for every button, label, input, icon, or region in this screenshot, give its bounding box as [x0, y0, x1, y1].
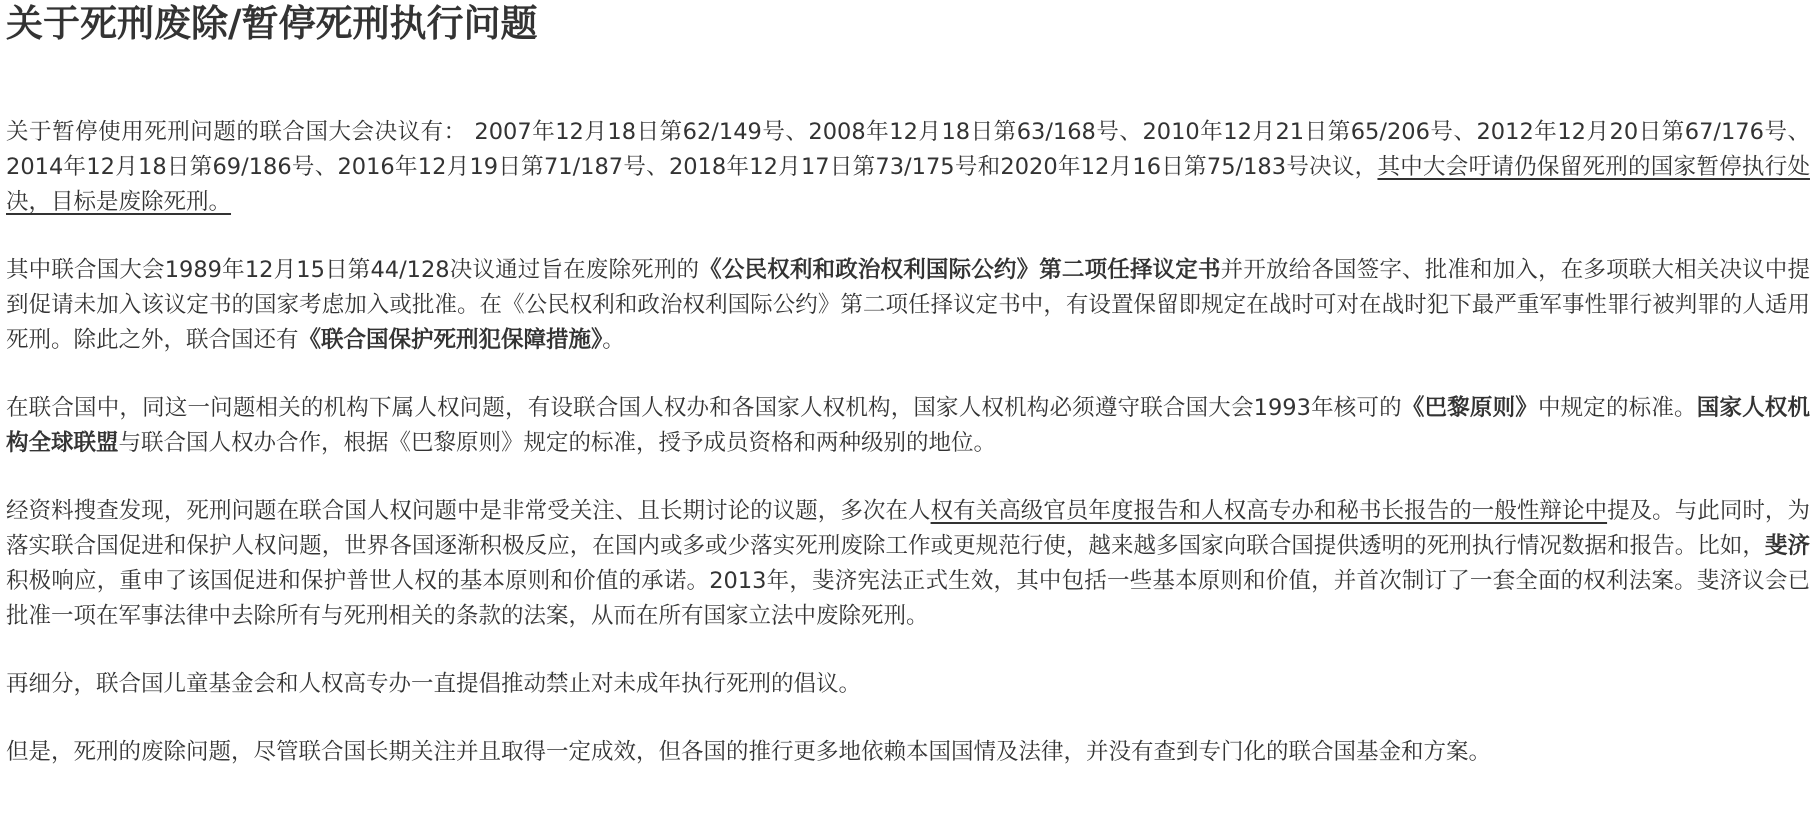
paragraph-text: 但是，死刑的废除问题，尽管联合国长期关注并且取得一定成效，但各国的推行更多地依赖本国国情及法律，并没有查到专门化的联合国基金和方案。 [6, 739, 1492, 765]
underlined-text: 其中大会吁请仍保留死刑的国家暂停执行处决，目标是废除死刑。 [6, 154, 1810, 215]
bold-text-paris-principles: 《巴黎原则》 [1401, 395, 1538, 421]
bold-text-fiji: 斐济 [1764, 533, 1810, 559]
paragraph-optional-protocol [6, 253, 1810, 358]
paragraph-text: 。 [602, 327, 625, 353]
paragraph-paris-principles [6, 391, 1810, 461]
paragraph-text: 关于暂停使用死刑问题的联合国大会决议有： 2007年12月18日第62/149号、2008年12月18日第63/168号、2010年12月21日第65/206号、2012年12月20日第67/176号、2014年12月18日第69/186号、2016年12月19日第71/187号、2018年12月17日第73/175号和2020年12月16日第75/183号决议， [6, 119, 1810, 180]
paragraph-conclusion [6, 735, 1810, 770]
paragraph-text: 在联合国中，同这一问题相关的机构下属人权问题，有设联合国人权办和各国家人权机构，国家人权机构必须遵守联合国大会1993年核可的 [6, 395, 1402, 421]
paragraph-text: 提及。与此同时，为落实联合国促进和保护人权问题，世界各国逐渐积极反应，在国内或多或少落实死刑废除工作或更规范行使，越来越多国家向联合国提供透明的死刑执行情况数据和报告。比如， [6, 498, 1810, 559]
bold-text-second-optional-protocol: 《公民权利和政治权利国际公约》第二项任择议定书 [699, 257, 1221, 283]
paragraph-unicef [6, 667, 1810, 702]
underlined-text: 权有关高级官员年度报告和人权高专办和秘书长报告的一般性辩论中 [930, 498, 1608, 524]
paragraph-text: 与联合国人权办合作，根据《巴黎原则》规定的标准，授予成员资格和两种级别的地位。 [118, 430, 997, 456]
bold-text-ganhri: 国家人权机构全球联盟 [6, 395, 1810, 456]
page-title: 关于死刑废除/暂停死刑执行问题 [6, 2, 538, 45]
paragraph-text: 积极响应，重申了该国促进和保护普世人权的基本原则和价值的承诺。2013年，斐济宪法正式生效，其中包括一些基本原则和价值，并首次制订了一套全面的权利法案。斐济议会已批准一项在军事法律中去除所有与死刑相关的条款的法案，从而在所有国家立法中废除死刑。 [6, 568, 1810, 629]
bold-text-safeguards: 《联合国保护死刑犯保障措施》 [298, 327, 603, 353]
paragraph-text: 并开放给各国签字、批准和加入，在多项联大相关决议中提到促请未加入该议定书的国家考虑加入或批准。在《公民权利和政治权利国际公约》第二项任择议定书中，有设置保留即规定在战时可对在战时犯下最严重军事性罪行被判罪的人适用死刑。除此之外，联合国还有 [6, 257, 1810, 353]
paragraph-text: 中规定的标准。 [1537, 395, 1697, 421]
paragraph-text: 再细分，联合国儿童基金会和人权高专办一直提倡推动禁止对未成年执行死刑的倡议。 [6, 671, 862, 697]
paragraph-un-resolutions [6, 115, 1810, 220]
paragraph-text: 其中联合国大会1989年12月15日第44/128决议通过旨在废除死刑的 [6, 257, 700, 283]
paragraph-research-findings [6, 494, 1810, 634]
paragraph-text: 经资料搜查发现，死刑问题在联合国人权问题中是非常受关注、且长期讨论的议题，多次在人 [6, 498, 931, 524]
